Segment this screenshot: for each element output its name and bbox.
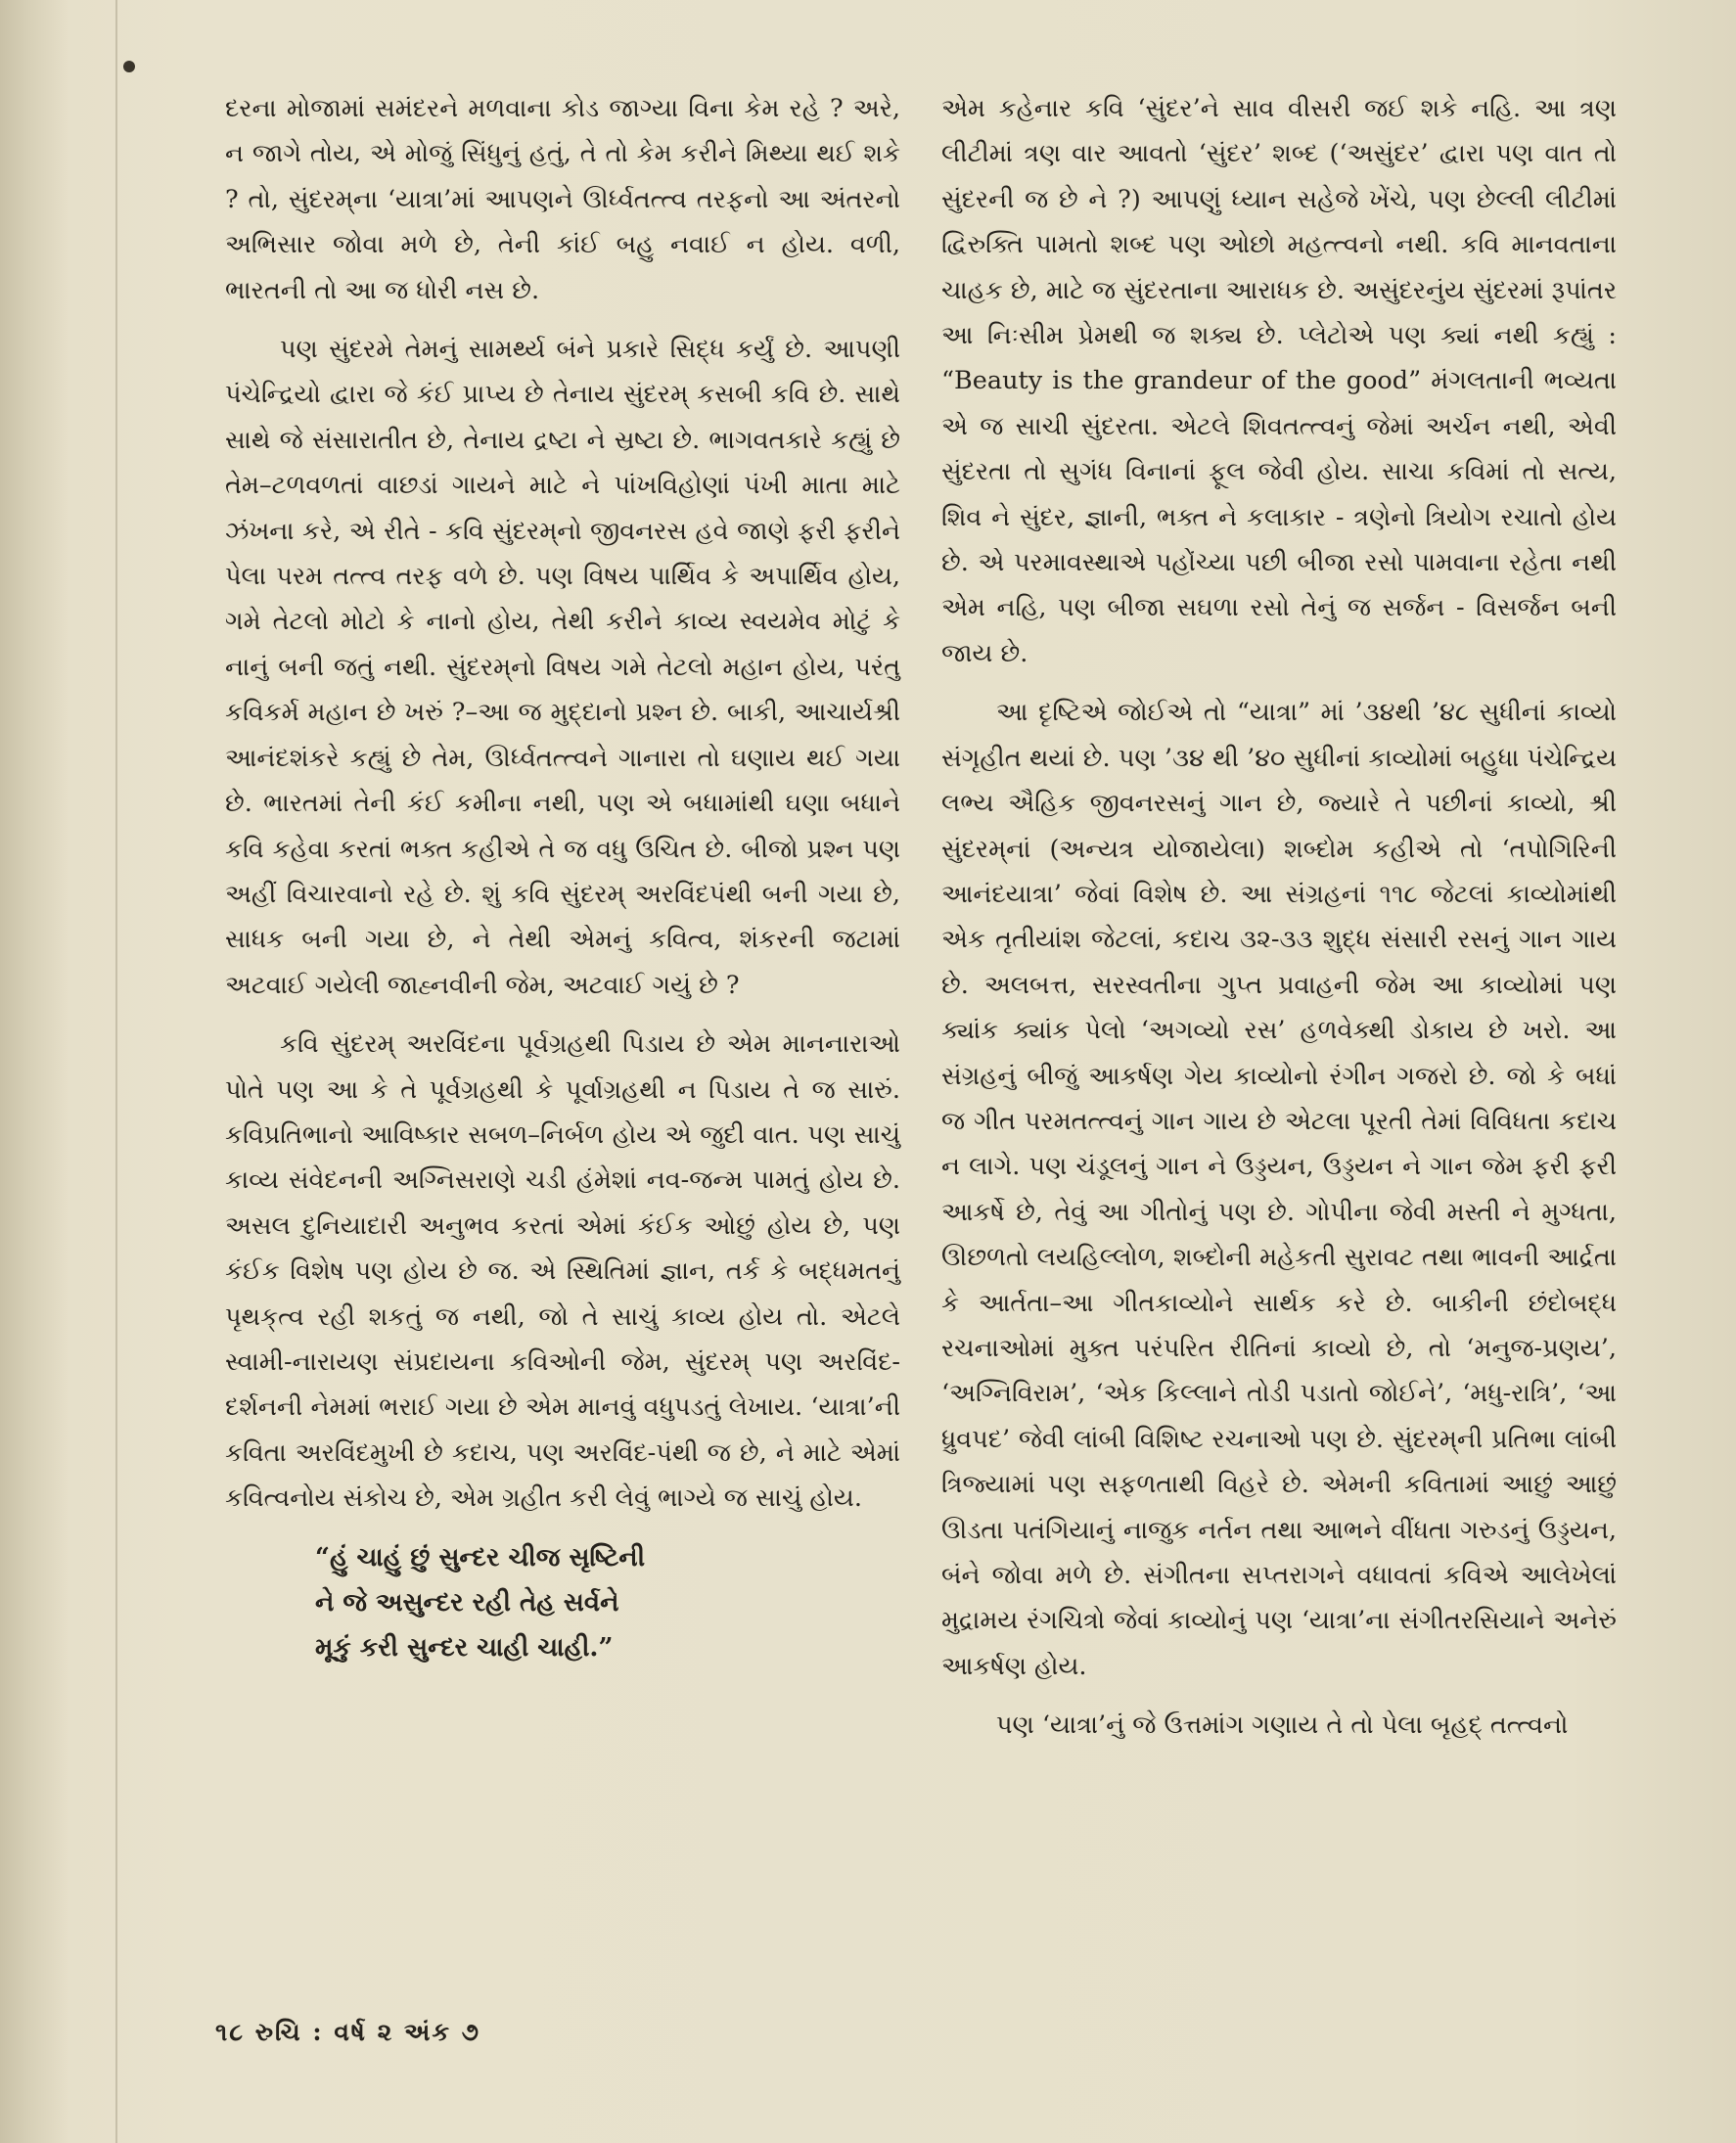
left-paragraph-2: પણ સુંદરમે તેમનું સામર્થ્ય બંને પ્રકારે સિદ્ધ કર્યું છે. આપણી પંચેન્દ્રિયો દ્વારા જે કંઈ પ્રાપ્ય છે તેનાય સુંદરમ્‌ કસબી કવિ છે. સાથે સાથે જે સંસારાતીત છે, તેનાય દ્રષ્ટા ને સ્રષ્ટા છે. ભાગવતકારે કહ્યું છે તેમ–ટળવળતાં વાછડાં ગાયને માટે ને પાંખવિહોણાં પંખી માતા માટે ઝંખના કરે, એ રીતે - કવિ સુંદરમ્‌નો જીવનરસ હવે જાણે ફરી ફરીને પેલા પરમ તત્ત્વ તરફ વળે છે. પણ વિષય પાર્થિવ કે અપાર્થિવ હોય, ગમે તેટલો મોટો કે નાનો હોય, તેથી કરીને કાવ્ય સ્વયમેવ મોટું કે નાનું બની જતું નથી. સુંદરમ્‌નો વિષય ગમે તેટલો મહાન હોય, પરંતુ કવિકર્મ મહાન છે ખરું ?–આ જ મુદ્દાનો પ્રશ્ન છે. બાકી, આચાર્યશ્રી આનંદશંકરે કહ્યું છે તેમ, ઊર્ધ્વતત્ત્વને ગાનારા તો ઘણાય થઈ ગયા છે. ભારતમાં તેની કંઈ કમીના નથી, પણ એ બધામાંથી ઘણા બધાને કવિ કહેવા કરતાં ભક્ત કહીએ તે જ વધુ ઉચિત છે. બીજો પ્રશ્ન પણ અહીં વિચારવાનો રહે છે. શું કવિ સુંદરમ્‌ અરવિંદપંથી બની ગયા છે, સાધક બની ગયા છે, ને તેથી એમનું કવિત્વ, શંકરની જટામાં અટવાઈ ગયેલી જાહ્નવીની જેમ, અટવાઈ ગયું છે ? <box>225 335 900 1000</box>
left-paragraph-3: કવિ સુંદરમ્‌ અરવિંદના પૂર્વગ્રહથી પિડાય છે એમ માનનારાઓ પોતે પણ આ કે તે પૂર્વગ્રહથી કે પૂર્વાગ્રહથી ન પિડાય તે જ સારું. કવિપ્રતિભાનો આવિષ્કાર સબળ–નિર્બળ હોય એ જુદી વાત. પણ સાચું કાવ્ય સંવેદનની અગ્નિસરાણે ચડી હંમેશાં નવ-જન્મ પામતું હોય છે. અસલ દુનિયાદારી અનુભવ કરતાં એમાં કંઈક ઓછું હોય છે, પણ કંઈક વિશેષ પણ હોય છે જ. એ સ્થિતિમાં જ્ઞાન, તર્ક કે બદ્ધમતનું પૃથક્‌ત્વ રહી શકતું જ નથી, જો તે સાચું કાવ્ય હોય તો. એટલે સ્વામી-નારાયણ સંપ્રદાયના કવિઓની જેમ, સુંદરમ્‌ પણ અરવિંદ-દર્શનની નેમમાં ભરાઈ ગયા છે એમ માનવું વધુપડતું લેખાય. ‘યાત્રા’ની કવિતા અરવિંદમુખી છે કદાચ, પણ અરવિંદ-પંથી જ છે, ને માટે એમાં કવિત્વનોય સંકોચ છે, એમ ગ્રહીત કરી લેવું ભાગ્યે જ સાચું હોય. <box>225 1029 900 1514</box>
quoted-poem <box>315 1535 900 1670</box>
right-column <box>941 86 1617 1762</box>
left-column <box>225 86 900 1670</box>
binding-shadow <box>0 0 69 2143</box>
page-fold <box>115 0 117 2143</box>
left-paragraph-1: દરના મોજામાં સમંદરને મળવાના કોડ જાગ્યા વિના કેમ રહે ? અરે, ન જાગે તોય, એ મોજું સિંધુનું હતું, તે તો કેમ કરીને મિથ્યા થઈ શકે ? તો, સુંદરમ્‌ના ‘યાત્રા’માં આપણને ઊર્ધ્વતત્ત્વ તરફનો આ અંતરનો અભિસાર જોવા મળે છે, તેની કાંઈ બહુ નવાઈ ન હોય. વળી, ભારતની તો આ જ ધોરી નસ છે. <box>225 94 900 305</box>
poem-line-1: “હું ચાહું છું સુન્દર ચીજ સૃષ્ટિની <box>315 1542 646 1573</box>
poem-line-2: ને જે અસુન્દર રહી તેહ સર્વને <box>315 1587 619 1618</box>
right-paragraph-3: પણ ‘યાત્રા’નું જે ઉત્તમાંગ ગણાય તે તો પેલા બૃહદ્‌ તત્ત્વનો <box>996 1710 1569 1741</box>
right-paragraph-1: એમ કહેનાર કવિ ‘સુંદર’ને સાવ વીસરી જઈ શકે નહિ. આ ત્રણ લીટીમાં ત્રણ વાર આવતો ‘સુંદર’ શબ્દ (‘અસુંદર’ દ્વારા પણ વાત તો સુંદરની જ છે ને ?) આપણું ધ્યાન સહેજે ખેંચે, પણ છેલ્લી લીટીમાં દ્વિરુક્તિ પામતો શબ્દ પણ ઓછો મહત્ત્વનો નથી. કવિ માનવતાના ચાહક છે, માટે જ સુંદરતાના આરાધક છે. અસુંદરનુંય સુંદરમાં રૂપાંતર આ નિઃસીમ પ્રેમથી જ શક્ય છે. પ્લેટોએ પણ ક્યાં નથી કહ્યું : “Beauty is the grandeur of the good” મંગલતાની ભવ્યતા એ જ સાચી સુંદરતા. એટલે શિવતત્ત્વનું જેમાં અર્ચન નથી, એવી સુંદરતા તો સુગંધ વિનાનાં ફૂલ જેવી હોય. સાચા કવિમાં તો સત્ય, શિવ ને સુંદર, જ્ઞાની, ભક્ત ને કલાકાર - ત્રણેનો ત્રિયોગ રચાતો હોય છે. એ પરમાવસ્થાએ પહોંચ્યા પછી બીજા રસો પામવાના રહેતા નથી એમ નહિ, પણ બીજા સઘળા રસો તેનું જ સર્જન - વિસર્જન બની જાય છે. <box>941 94 1617 668</box>
punch-hole <box>123 61 135 72</box>
right-paragraph-2: આ દૃષ્ટિએ જોઈએ તો “યાત્રા” માં ’૩૪થી ’૪૮ સુધીનાં કાવ્યો સંગૃહીત થયાં છે. પણ ’૩૪ થી ’૪૦ સુધીનાં કાવ્યોમાં બહુધા પંચેન્દ્રિય લભ્ય ઐહિક જીવનરસનું ગાન છે, જ્યારે તે પછીનાં કાવ્યો, શ્રી સુંદરમ્‌નાં (અન્યત્ર યોજાયેલા) શબ્દોમ કહીએ તો ‘તપોગિરિની આનંદયાત્રા’ જેવાં વિશેષ છે. આ સંગ્રહનાં ૧૧૮ જેટલાં કાવ્યોમાંથી એક તૃતીયાંશ જેટલાં, કદાચ ૩૨-૩૩ શુદ્ધ સંસારી રસનું ગાન ગાય છે. અલબત્ત, સરસ્વતીના ગુપ્ત પ્રવાહની જેમ આ કાવ્યોમાં પણ ક્યાંક ક્યાંક પેલો ‘અગવ્યો રસ’ હળવેક્થી ડોકાય છે ખરો. આ સંગ્રહનું બીજું આકર્ષણ ગેય કાવ્યોનો રંગીન ગજરો છે. જો કે બધાં જ ગીત પરમતત્ત્વનું ગાન ગાય છે એટલા પૂરતી તેમાં વિવિધતા કદાચ ન લાગે. પણ ચંડૂલનું ગાન ને ઉડ્ડયન, ઉડ્ડયન ને ગાન જેમ ફરી ફરી આકર્ષે છે, તેવું આ ગીતોનું પણ છે. ગોપીના જેવી મસ્તી ને મુગ્ધતા, ઊછળતો લયહિલ્લોળ, શબ્દોની મહેકતી સુરાવટ તથા ભાવની આર્દ્રતા કે આર્તતા–આ ગીતકાવ્યોને સાર્થક કરે છે. બાકીની છંદોબદ્ધ રચનાઓમાં મુક્ત પરંપરિત રીતિનાં કાવ્યો છે, તો ‘મનુજ-પ્રણય’, ‘અગ્નિવિરામ’, ‘એક કિલ્લાને તોડી પડાતો જોઈને’, ‘મધુ-રાત્રિ’, ‘આ ધ્રુવપદ’ જેવી લાંબી વિશિષ્ટ રચનાઓ પણ છે. સુંદરમ્‌ની પ્રતિભા લાંબી ત્રિજ્યામાં પણ સફળતાથી વિહરે છે. એમની કવિતામાં આછું આછું ઊડતા પતંગિયાનું નાજુક નર્તન તથા આભને વીંધતા ગરુડનું ઉડ્ડયન, બંને જોવા મળે છે. સંગીતના સપ્તરાગને વધાવતાં કવિએ આલેખેલાં મુદ્રામય રંગચિત્રો જેવાં કાવ્યોનું પણ ‘યાત્રા’ના સંગીતરસિયાને અનેરું આકર્ષણ હોય. <box>941 698 1617 1681</box>
page-footer: ૧૮ રુચિ : વર્ષ ૨ અંક ૭ <box>215 2018 481 2046</box>
poem-line-3: મૂકું કરી સુન્દર ચાહી ચાહી.” <box>315 1632 614 1663</box>
